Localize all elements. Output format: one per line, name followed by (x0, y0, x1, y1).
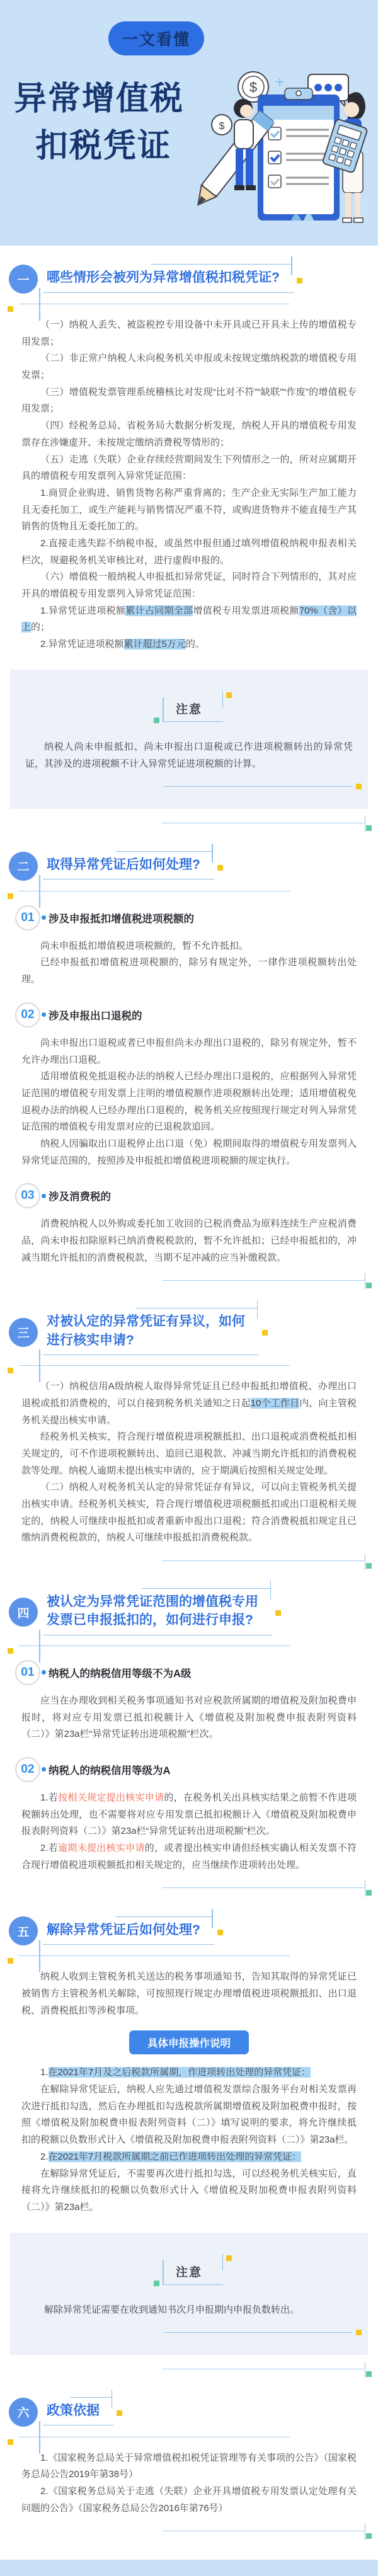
section-4-number-badge (9, 1598, 38, 1627)
section-1-body (0, 317, 378, 653)
decor-end-line (163, 1887, 364, 1898)
section-1-title: 哪些情形会被列为异常增值税扣税凭证? (47, 270, 280, 285)
section-4-body (0, 1660, 378, 1874)
section-2-title: 取得异常凭证后如何处理? (47, 857, 200, 873)
section-5-body (0, 1969, 378, 2216)
decor-end-line (163, 823, 364, 833)
paragraph: 经税务机关核实，符合现行增值税进项税额抵扣、出口退税或消费税抵扣相关规定的，可不作进项税额转出、追回已退税款、冲减当期允许抵扣的消费税税款等处理。纳税人逾期未提出核实申请的，应于期满后按照相关规定处理。 (21, 1431, 357, 1476)
paragraph: 1.异常凭证进项税额累计占同期全部增值税专用发票进项税额70%（含）以上的； (21, 605, 357, 633)
subitem-title: 涉及申报抵扣增值税进项税额的 (49, 913, 194, 925)
section-6-header (9, 2398, 378, 2427)
note-label: 注意 (175, 702, 202, 716)
decor-yellow-square (226, 692, 232, 698)
red-emphasis-text: 逾期未提出核实申请 (58, 1842, 145, 1853)
note-title-wrap (159, 2260, 219, 2285)
bullet-dot-icon (42, 1767, 46, 1772)
paragraph: 尚未申报抵扣增值税进项税额的，暂不允许抵扣。 (40, 940, 249, 951)
decor-end-line (163, 1280, 364, 1290)
hero-banner (0, 0, 378, 246)
decor-underline (164, 786, 353, 803)
note-text: 解除异常凭证需要在收到通知书次月申报期内申报负数转出。 (44, 2304, 300, 2315)
highlighted-text: 70%（含）以上 (21, 605, 357, 633)
decor-rule (19, 1365, 290, 1366)
policy-reference: 1.《国家税务总局关于异常增值税扣税凭证管理等有关事项的公告》（国家税务总局公告2019年第38号） (21, 2452, 357, 2480)
section-2-number: 二 (17, 861, 30, 874)
person-left-icon (234, 99, 256, 190)
bullet-dot-icon (42, 1194, 46, 1198)
subitem-title: 纳税人的纳税信用等级不为A级 (49, 1668, 192, 1680)
paragraph: 纳税人收到主管税务机关送达的税务事项通知书，告知其取得的异常凭证已被销售方主管税务机关解除，可按照现行规定办理增值税进项税额抵扣、出口退税、消费税抵扣等涉税事项。 (21, 1971, 357, 2016)
decor-yellow-square (275, 1610, 281, 1616)
decor-yellow-square (262, 1330, 268, 1336)
paragraph: （三）增值税发票管理系统稽核比对发现“比对不符”“缺联”“作废”的增值税专用发票； (21, 386, 357, 415)
highlighted-text: 累计占同期全部 (125, 605, 193, 616)
section-6-number: 六 (17, 2407, 30, 2420)
section-1-number-badge (9, 265, 38, 294)
decor-yellow-square (217, 865, 223, 871)
hero-tag-pill (108, 21, 204, 55)
section-5-number-badge (9, 1916, 38, 1945)
subitem-title: 涉及申报出口退税的 (49, 1010, 142, 1022)
decor-rule (19, 1955, 290, 1956)
decor-green-square (154, 2281, 159, 2286)
highlighted-text: 在2021年7月税款所属期之前已作进项转出处理的异常凭证： (48, 2151, 302, 2162)
paragraph: （二）纳税人对税务机关认定的异常凭证存有异议，可以向主管税务机关提出核实申请。经税务机关核实，符合现行增值税进项税额抵扣或出口退税相关规定的，纳税人可继续申报抵扣或者重新申报出口退税；符合消费税抵扣规定且已缴纳消费税税款的，纳税人可继续申报抵扣消费税税款。 (21, 1482, 357, 1543)
decor-yellow-square (117, 2410, 122, 2416)
paragraph: 1.若按相关规定提出核实申请的，在税务机关出具核实结果之前暂不作进项税额转出处理，也不需要将对应专用发票已抵扣税额计入《增值税及附加税费申报表附列资料（二）》第23a栏“异常凭证转出进项税额”栏次。 (21, 1792, 357, 1837)
note-label: 注意 (175, 2265, 202, 2279)
paragraph: （四）经税务总局、省税务局大数据分析发现，纳税人开具的增值税专用发票存在涉嫌虚开、未按规定缴纳消费税等情形的； (21, 420, 357, 448)
subitem-number-circle: 03 (15, 1183, 40, 1208)
section-2-body (0, 905, 378, 1267)
red-emphasis-text: 按相关规定提出核实申请 (58, 1792, 164, 1803)
paragraph: 1.在2021年7月及之后税款所属期，作进项转出处理的异常凭证： (40, 2067, 311, 2078)
hero-illustration (185, 69, 374, 233)
paragraph: 2.直接走逃失踪不纳税申报，或虽然申报但通过填列增值税纳税申报表相关栏次，规避税务机关审核比对，进行虚假申报的。 (21, 537, 357, 566)
highlighted-text: 累计超过5万元 (123, 639, 186, 650)
paragraph: （一）纳税信用A级纳税人取得异常凭证且已经申报抵扣增值税、办理出口退税或抵扣消费税的，可以自接到税务机关通知之日起10个工作日内，向主管税务机关提出核实申请。 (21, 1381, 357, 1426)
subitem-header (15, 1660, 357, 1685)
note-title-wrap (159, 697, 219, 722)
subitem-number-circle: 02 (15, 1757, 40, 1782)
decor-end-line (163, 1560, 364, 1571)
policy-reference: 2.《国家税务总局关于走逃（失联）企业开具增值税专用发票认定处理有关问题的公告》（国家税务总局公告2016年第76号） (21, 2485, 357, 2514)
bullet-dot-icon (42, 1012, 46, 1017)
section-2-number-badge (9, 852, 38, 881)
section-6-body (0, 2450, 378, 2517)
section-4-header (9, 1589, 378, 1635)
note-box-1 (10, 670, 368, 809)
paragraph: 已经申报抵扣增值税进项税额的，除另有规定外，一律作进项税额转出处理。 (21, 957, 357, 985)
highlighted-text: 10个工作日 (250, 1397, 300, 1409)
section-4-title-line2: 发票已申报抵扣的，如何进行申报? (47, 1613, 253, 1628)
footer-strip (0, 2560, 378, 2576)
hero-tag-label: 一文看懂 (122, 31, 190, 49)
section-5-header (9, 1916, 378, 1945)
subitem-header (15, 1757, 357, 1782)
subitem-number-circle: 01 (15, 1660, 40, 1685)
section-1-number: 一 (17, 273, 30, 287)
paragraph: 在解除异常凭证后，不需要再次进行抵扣勾选，可以经税务机关核实后，直接将允许继续抵扣的税额以负数形式计入《增值税及附加税费申报表附列资料（二）》第23a栏。 (21, 2168, 357, 2212)
decor-end-line (163, 2369, 364, 2379)
section-6-title: 政策依据 (47, 2403, 100, 2418)
page-title-line1: 异常增值税 (14, 81, 185, 117)
section-6-number-badge (9, 2398, 38, 2427)
section-3-title-line1: 对被认定的异常凭证有异议，如何 (47, 1314, 245, 1329)
sparkle-icon (276, 78, 284, 86)
decor-underline (164, 2332, 353, 2349)
paragraph: 纳税人因骗取出口退税停止出口退（免）税期间取得的增值税专用发票列入异常凭证范围的，按照涉及申报抵扣增值税进项税额的规定执行。 (21, 1138, 357, 1166)
paragraph: （二）非正常户纳税人未向税务机关申报或未按规定缴纳税款的增值税专用发票； (21, 353, 357, 381)
section-3-number: 三 (17, 1327, 30, 1341)
section-3-number-badge (9, 1318, 38, 1347)
operation-guide-badge: 具体申报操作说明 (129, 2030, 249, 2054)
section-4-title-line1: 被认定为异常凭证范围的增值税专用 (47, 1594, 258, 1610)
paragraph: 在解除异常凭证后，纳税人应先通过增值税发票综合服务平台对相关发票再次进行抵扣勾选，然后在办理抵扣勾选税款所属期增值税及附加税费申报时，按照《增值税及附加税费申报表附列资料（二）》填写说明的要求，将允许继续抵扣的税额以负数形式计入《增值税及附加税费申报表附列资料（二）》第23a栏。 (21, 2084, 357, 2146)
paragraph: 消费税纳税人以外购或委托加工收回的已税消费品为原料连续生产应税消费品，尚未申报扣除原料已纳消费税税款的，暂不允许抵扣；已经申报抵扣的，冲减当期允许抵扣的消费税税款，当期不足冲减的应当补缴税款。 (21, 1218, 357, 1263)
decor-yellow-square (297, 278, 302, 283)
section-3-body (0, 1378, 378, 1547)
note-text: 纳税人尚未申报抵扣、尚未申报出口退税或已作进项税额转出的异常凭证，其涉及的进项税额不计入异常凭证进项税额的计算。 (25, 741, 353, 769)
decor-green-square (154, 718, 159, 723)
subitem-title: 纳税人的纳税信用等级为A (49, 1765, 171, 1777)
section-3-header (9, 1309, 378, 1355)
note-box-2 (10, 2233, 368, 2355)
subitem-title: 涉及消费税的 (49, 1191, 111, 1203)
paragraph: （五）走逃（失联）企业存续经营期间发生下列情形之一的，所对应属期开具的增值税专用发票列入异常凭证范围： (21, 454, 357, 482)
highlighted-text: 在2021年7月及之后税款所属期，作进项转出处理的异常凭证： (48, 2067, 311, 2078)
paragraph: 2.在2021年7月税款所属期之前已作进项转出处理的异常凭证： (40, 2151, 302, 2162)
bullet-dot-icon (42, 915, 46, 920)
paragraph: （一）纳税人丢失、被盗税控专用设备中未开具或已开具未上传的增值税专用发票； (21, 319, 357, 347)
section-5-title: 解除异常凭证后如何处理? (47, 1922, 200, 1937)
section-2-header (9, 852, 378, 881)
subitem-header (15, 1002, 357, 1028)
decor-yellow-square (217, 1930, 223, 1935)
paragraph: 2.异常凭证进项税额累计超过5万元的。 (40, 639, 205, 650)
subitem-number-circle: 02 (15, 1002, 40, 1028)
dollar-coin-icon: $ (249, 79, 258, 95)
decor-yellow-square (226, 2255, 232, 2261)
section-5-number: 五 (17, 1925, 30, 1939)
paragraph: 1.商贸企业购进、销售货物名称严重背离的；生产企业无实际生产加工能力且无委托加工，或生产能耗与销售情况严重不符，或购进货物并不能直接生产其销售的货物且无委托加工的。 (21, 487, 357, 532)
page-title (14, 76, 184, 171)
subitem-header (15, 905, 357, 930)
subitem-header (15, 1183, 357, 1208)
paragraph: 2.若逾期未提出核实申请的，或者提出核实申请但经核实确认相关发票不符合现行增值税进项税额抵扣相关规定的，应当继续作进项转出处理。 (21, 1842, 357, 1870)
paragraph: 应当在办理收到相关税务事项通知书对应税款所属期的增值税及附加税费申报时，将对应专用发票已抵扣税额计入《增值税及附加税费申报表附列资料（二）》第23a栏“异常凭证转出进项税额”栏次。 (21, 1695, 357, 1740)
decor-end-line (163, 2531, 364, 2541)
paragraph: 适用增值税免抵退税办法的纳税人已经办理出口退税的，应根据列入异常凭证范围的增值税专用发票上注明的增值税额作进项税额转出处理；适用增值税免退税办法的纳税人已经办理出口退税的，税务机关应按照现行规定对列入异常凭证范围的增值税专用发票对应的已退税款追回。 (21, 1071, 357, 1133)
section-3-title-line2: 进行核实申请? (47, 1332, 134, 1348)
paragraph: （六）增值税一般纳税人申报抵扣异常凭证，同时符合下列情形的，其对应开具的增值税专用发票列入异常凭证范围： (21, 571, 357, 599)
page-title-line2: 扣税凭证 (35, 128, 172, 165)
paragraph: 尚未申报出口退税或者已申报但尚未办理出口退税的，除另有规定外，暂不允许办理出口退税。 (21, 1037, 357, 1065)
subitem-number-circle: 01 (15, 905, 40, 930)
svg-text:$: $ (219, 121, 225, 132)
section-1-header (9, 265, 378, 294)
section-4-number: 四 (17, 1606, 30, 1620)
bullet-dot-icon (42, 1670, 46, 1674)
